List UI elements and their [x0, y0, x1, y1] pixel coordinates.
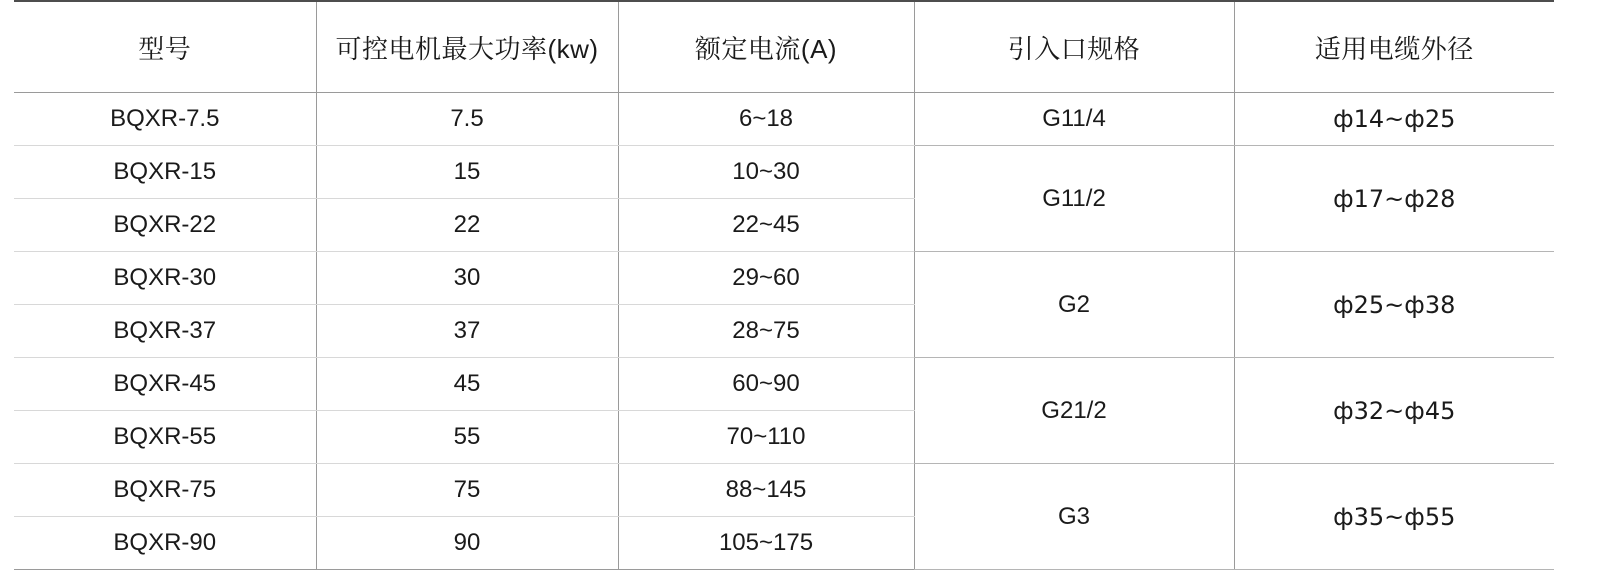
cell-current: 10~30: [618, 146, 914, 199]
cell-power: 15: [316, 146, 618, 199]
cell-cable-diameter: ф32~ф45: [1234, 358, 1554, 464]
cell-model: BQXR-22: [14, 199, 316, 252]
column-header-cable-diameter: 适用电缆外径: [1234, 1, 1554, 93]
cell-inlet-spec: G11/2: [914, 146, 1234, 252]
cell-power: 7.5: [316, 93, 618, 146]
cell-power: 90: [316, 517, 618, 570]
cell-cable-diameter: ф35~ф55: [1234, 464, 1554, 570]
column-header-model: 型号: [14, 1, 316, 93]
cell-model: BQXR-55: [14, 411, 316, 464]
cell-power: 75: [316, 464, 618, 517]
column-header-inlet-spec: 引入口规格: [914, 1, 1234, 93]
cell-model: BQXR-75: [14, 464, 316, 517]
table-row: [14, 252, 1554, 305]
cell-current: 88~145: [618, 464, 914, 517]
table-row: [14, 93, 1554, 146]
cell-current: 22~45: [618, 199, 914, 252]
column-header-rated-current: 额定电流(A): [618, 1, 914, 93]
cell-inlet-spec: G2: [914, 252, 1234, 358]
table-header: [14, 1, 1554, 93]
cell-inlet-spec: G21/2: [914, 358, 1234, 464]
cell-current: 6~18: [618, 93, 914, 146]
table-row: [14, 464, 1554, 517]
cell-model: BQXR-37: [14, 305, 316, 358]
table-header-row: [14, 1, 1554, 93]
cell-power: 45: [316, 358, 618, 411]
cell-current: 105~175: [618, 517, 914, 570]
cell-power: 55: [316, 411, 618, 464]
cell-model: BQXR-7.5: [14, 93, 316, 146]
cell-model: BQXR-15: [14, 146, 316, 199]
table-row: [14, 146, 1554, 199]
column-header-max-power: 可控电机最大功率(kw): [316, 1, 618, 93]
cell-cable-diameter: ф25~ф38: [1234, 252, 1554, 358]
table-body: [14, 93, 1554, 570]
cell-model: BQXR-90: [14, 517, 316, 570]
cell-cable-diameter: ф17~ф28: [1234, 146, 1554, 252]
cell-power: 30: [316, 252, 618, 305]
cell-current: 60~90: [618, 358, 914, 411]
cell-cable-diameter: ф14~ф25: [1234, 93, 1554, 146]
cell-current: 70~110: [618, 411, 914, 464]
cell-model: BQXR-30: [14, 252, 316, 305]
cell-inlet-spec: G11/4: [914, 93, 1234, 146]
cell-inlet-spec: G3: [914, 464, 1234, 570]
specification-table: [14, 0, 1554, 570]
cell-current: 29~60: [618, 252, 914, 305]
table-row: [14, 358, 1554, 411]
cell-model: BQXR-45: [14, 358, 316, 411]
cell-current: 28~75: [618, 305, 914, 358]
cell-power: 37: [316, 305, 618, 358]
cell-power: 22: [316, 199, 618, 252]
